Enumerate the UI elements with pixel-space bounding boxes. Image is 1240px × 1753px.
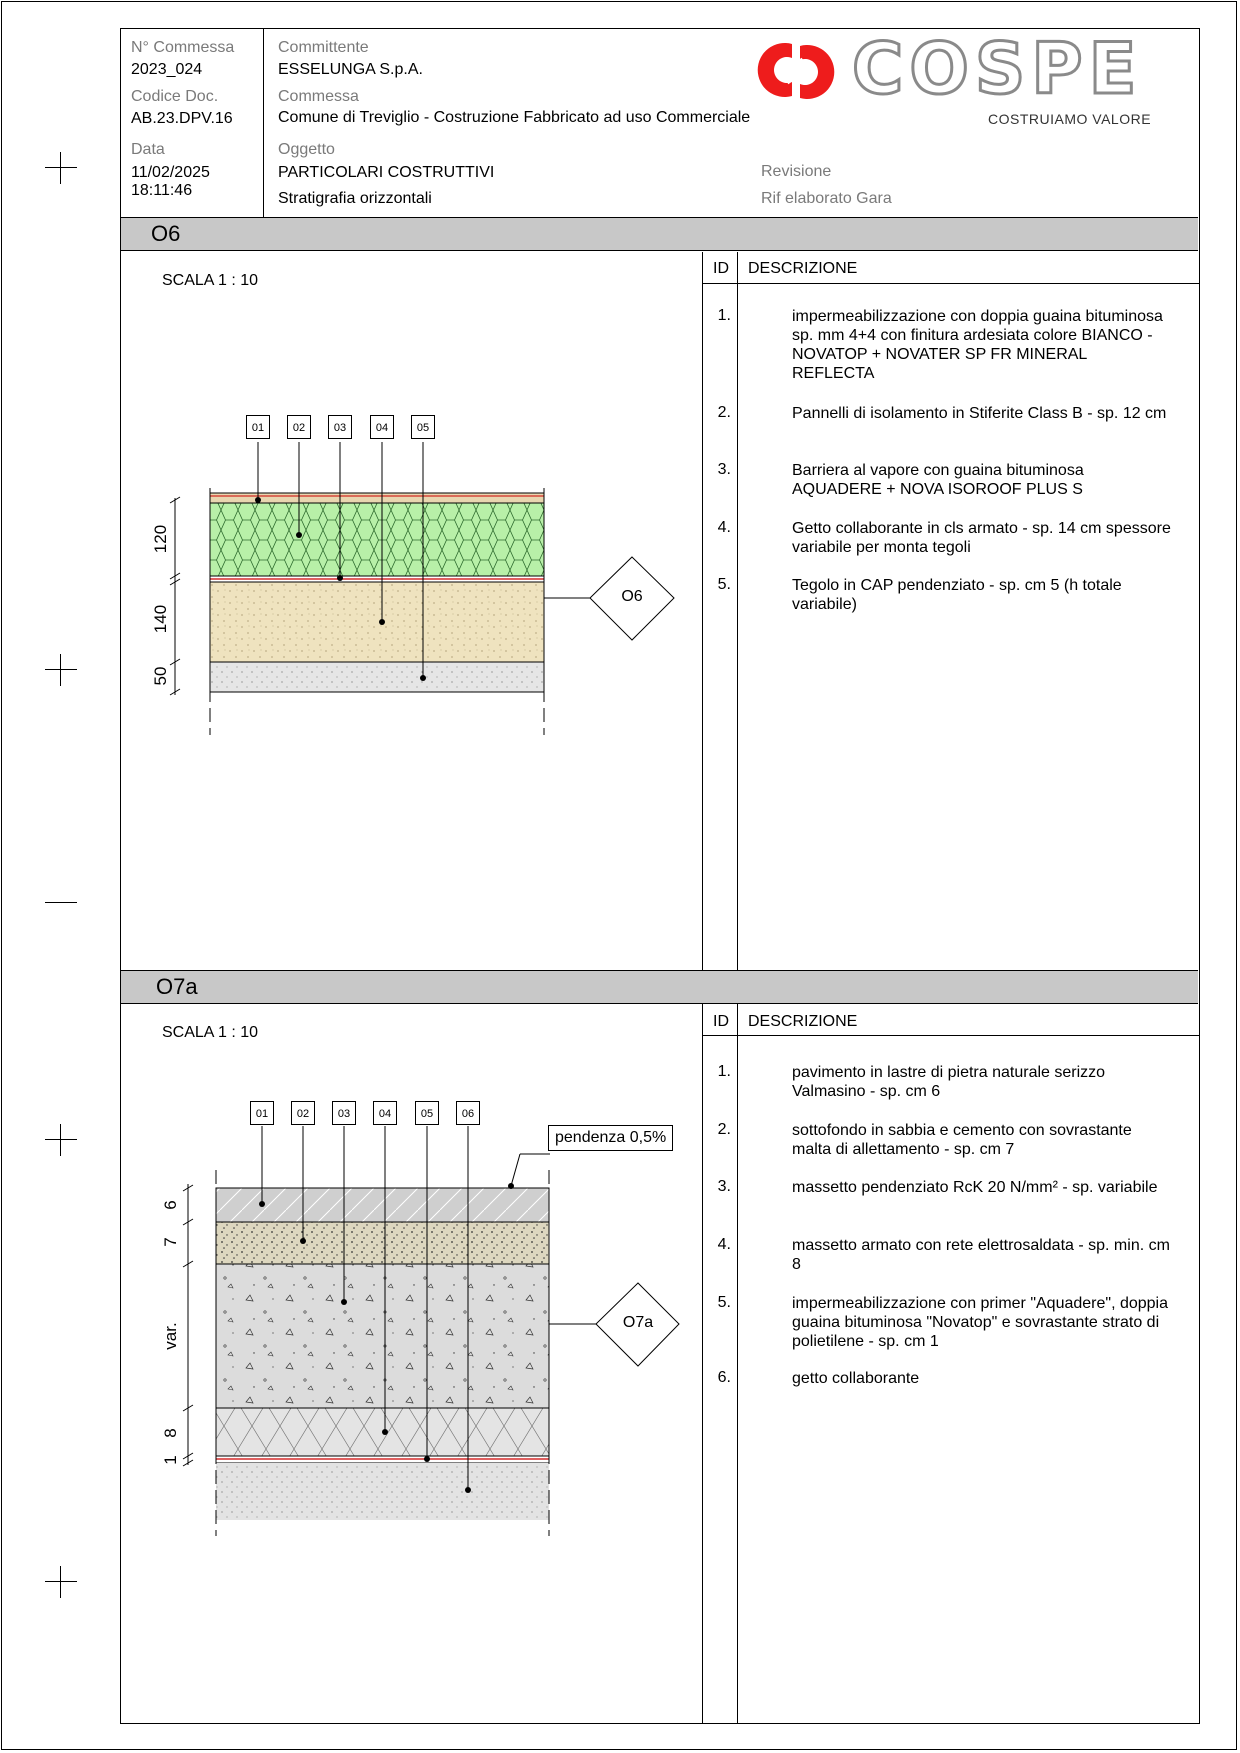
- item-number: 3.: [717, 461, 731, 478]
- item-number: 2.: [717, 1121, 731, 1138]
- oggetto-label: Oggetto: [278, 141, 335, 158]
- col-desc-header: DESCRIZIONE: [748, 1013, 858, 1030]
- codice-doc-label: Codice Doc.: [131, 88, 219, 105]
- layer-tag: 04: [373, 1101, 397, 1125]
- layer-tag: 03: [332, 1101, 356, 1125]
- item-number: 4.: [717, 1236, 731, 1253]
- commessa-no-label: N° Commessa: [131, 39, 235, 56]
- layer-tag: 03: [328, 415, 352, 439]
- revisione-label: Revisione: [761, 163, 832, 180]
- scale-label: SCALA 1 : 10: [162, 272, 259, 289]
- item-description: Barriera al vapore con guaina bituminosa AQUADERE + NOVA ISOROOF PLUS S: [792, 462, 1084, 498]
- item-number: 2.: [717, 404, 731, 421]
- item-number: 5.: [717, 1294, 731, 1311]
- rif-elaborato-label: Rif elaborato Gara: [761, 190, 892, 207]
- dimension-label: 8: [161, 1428, 180, 1438]
- layer-tag: 05: [411, 415, 435, 439]
- col-id-header: ID: [713, 1013, 729, 1030]
- dimension-label: 140: [151, 604, 170, 634]
- commessa: Comune di Treviglio - Costruzione Fabbricato ad uso Commerciale: [278, 109, 751, 126]
- layer-tag: 06: [456, 1101, 480, 1125]
- col-id-header: ID: [713, 260, 729, 277]
- item-description: Getto collaborante in cls armato - sp. 14 cm spessore variabile per monta tegoli: [792, 520, 1171, 556]
- layer-tag: 01: [250, 1101, 274, 1125]
- logo-tagline: COSTRUIAMO VALORE: [988, 111, 1152, 127]
- item-number: 5.: [717, 576, 731, 593]
- oggetto-line-1: PARTICOLARI COSTRUTTIVI: [278, 164, 495, 181]
- item-description: sottofondo in sabbia e cemento con sovrastante malta di allettamento - sp. cm 7: [792, 1122, 1132, 1158]
- item-description: massetto armato con rete elettrosaldata - sp. min. cm 8: [792, 1237, 1170, 1273]
- dimension-label: 50: [151, 666, 170, 686]
- item-description: getto collaborante: [792, 1370, 920, 1387]
- layer-tag: 01: [246, 415, 270, 439]
- col-desc-header: DESCRIZIONE: [748, 260, 858, 277]
- item-description: massetto pendenziato RcK 20 N/mm² - sp. variabile: [792, 1179, 1158, 1196]
- dimension-label: var.: [161, 1322, 180, 1350]
- item-description: impermeabilizzazione con primer "Aquadere", doppia guaina bituminosa "Novatop" e sovrastante strato di polietilene - sp. cm 1: [792, 1295, 1168, 1350]
- item-description: impermeabilizzazione con doppia guaina bituminosa sp. mm 4+4 con finitura ardesiata colore BIANCO - NOVATOP + NOVATER SP FR MINERAL REFLECTA: [792, 308, 1163, 382]
- item-number: 4.: [717, 519, 731, 536]
- logo-wordmark: COSPE: [852, 28, 1143, 110]
- item-description: Pannelli di isolamento in Stiferite Class B - sp. 12 cm: [792, 405, 1167, 422]
- dimension-label: 7: [161, 1237, 180, 1247]
- codice-doc: AB.23.DPV.16: [131, 110, 233, 127]
- section-marker-label: O6: [621, 588, 643, 605]
- commessa-no: 2023_024: [131, 61, 203, 78]
- slope-label: pendenza 0,5%: [548, 1125, 673, 1151]
- data-label: Data: [131, 141, 165, 158]
- item-description: Tegolo in CAP pendenziato - sp. cm 5 (h totale variabile): [792, 577, 1122, 613]
- item-number: 6.: [717, 1369, 731, 1386]
- layer-tag: 05: [415, 1101, 439, 1125]
- item-number: 1.: [717, 307, 731, 324]
- committente: ESSELUNGA S.p.A.: [278, 61, 423, 78]
- dimension-label: 120: [151, 524, 170, 554]
- section-marker-label: O7a: [622, 1314, 654, 1331]
- layer-tag: 02: [291, 1101, 315, 1125]
- section-title: O7a: [156, 974, 198, 999]
- dimension-label: 1: [161, 1455, 180, 1465]
- item-description: pavimento in lastre di pietra naturale serizzo Valmasino - sp. cm 6: [792, 1064, 1106, 1100]
- commessa-label: Commessa: [278, 88, 359, 105]
- scale-label: SCALA 1 : 10: [162, 1024, 259, 1041]
- section-title: O6: [151, 221, 181, 246]
- layer-tag: 04: [370, 415, 394, 439]
- layer-tag: 02: [287, 415, 311, 439]
- item-number: 3.: [717, 1178, 731, 1195]
- dimension-label: 6: [161, 1200, 180, 1210]
- data-time: 18:11:46: [131, 182, 193, 199]
- oggetto-line-2: Stratigrafia orizzontali: [278, 190, 432, 207]
- data-date: 11/02/2025: [131, 164, 210, 181]
- item-number: 1.: [717, 1063, 731, 1080]
- committente-label: Committente: [278, 39, 369, 56]
